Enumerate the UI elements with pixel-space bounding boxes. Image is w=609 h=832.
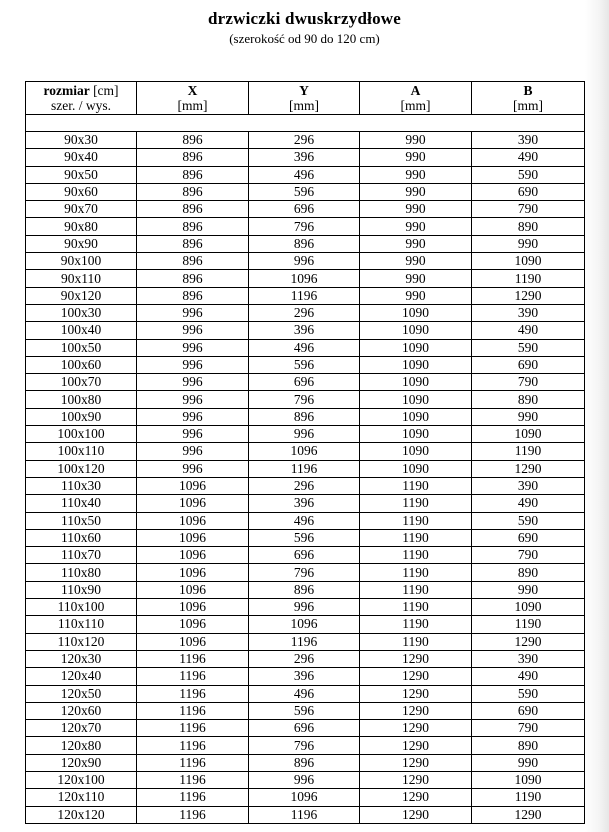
cell-size: 100x100 <box>26 426 137 443</box>
table-spacer-row <box>26 115 585 132</box>
cell-b: 690 <box>472 183 585 200</box>
cell-size: 90x90 <box>26 235 137 252</box>
table-body <box>26 115 585 824</box>
cell-b: 1090 <box>472 253 585 270</box>
cell-b: 390 <box>472 477 585 494</box>
cell-x: 1096 <box>137 477 249 494</box>
cell-y: 796 <box>249 391 360 408</box>
header-b-label: B <box>523 83 533 98</box>
cell-size: 100x50 <box>26 339 137 356</box>
cell-y: 896 <box>249 754 360 771</box>
cell-y: 296 <box>249 304 360 321</box>
cell-size: 90x30 <box>26 132 137 149</box>
cell-size: 110x30 <box>26 477 137 494</box>
cell-b: 790 <box>472 374 585 391</box>
cell-y: 596 <box>249 183 360 200</box>
cell-a: 1290 <box>360 771 472 788</box>
cell-y: 796 <box>249 737 360 754</box>
cell-y: 496 <box>249 166 360 183</box>
cell-size: 110x120 <box>26 633 137 650</box>
cell-b: 490 <box>472 322 585 339</box>
cell-a: 1290 <box>360 720 472 737</box>
cell-size: 90x40 <box>26 149 137 166</box>
table-row <box>26 201 585 218</box>
header-size-sublabel: szer. / wys. <box>51 98 111 113</box>
table-row <box>26 287 585 304</box>
cell-y: 596 <box>249 356 360 373</box>
cell-x: 1196 <box>137 754 249 771</box>
cell-a: 1090 <box>360 408 472 425</box>
table-row <box>26 132 585 149</box>
cell-a: 1190 <box>360 616 472 633</box>
table-row <box>26 529 585 546</box>
table-row <box>26 633 585 650</box>
cell-size: 120x40 <box>26 668 137 685</box>
cell-x: 1096 <box>137 564 249 581</box>
cell-x: 1196 <box>137 668 249 685</box>
cell-x: 1196 <box>137 685 249 702</box>
cell-x: 1096 <box>137 529 249 546</box>
cell-a: 1090 <box>360 374 472 391</box>
cell-b: 1290 <box>472 460 585 477</box>
cell-y: 396 <box>249 668 360 685</box>
cell-y: 896 <box>249 408 360 425</box>
header-size <box>26 82 137 115</box>
cell-b: 890 <box>472 737 585 754</box>
cell-x: 896 <box>137 287 249 304</box>
cell-size: 90x80 <box>26 218 137 235</box>
cell-y: 596 <box>249 529 360 546</box>
cell-x: 1096 <box>137 512 249 529</box>
cell-x: 996 <box>137 304 249 321</box>
cell-b: 990 <box>472 235 585 252</box>
spacer-cell <box>26 115 585 132</box>
cell-a: 990 <box>360 287 472 304</box>
cell-b: 590 <box>472 339 585 356</box>
cell-a: 1290 <box>360 737 472 754</box>
table-row <box>26 650 585 667</box>
page-title: drzwiczki dwuskrzydłowe <box>207 9 401 28</box>
header-a-unit: [mm] <box>400 98 431 113</box>
cell-b: 490 <box>472 495 585 512</box>
table-row <box>26 304 585 321</box>
cell-x: 896 <box>137 166 249 183</box>
cell-x: 1196 <box>137 737 249 754</box>
cell-y: 696 <box>249 201 360 218</box>
table-row <box>26 339 585 356</box>
cell-y: 796 <box>249 218 360 235</box>
table-row <box>26 183 585 200</box>
table-header-row <box>26 82 585 115</box>
cell-a: 1090 <box>360 339 472 356</box>
cell-b: 390 <box>472 132 585 149</box>
cell-b: 990 <box>472 408 585 425</box>
cell-x: 896 <box>137 149 249 166</box>
cell-y: 496 <box>249 685 360 702</box>
cell-size: 100x120 <box>26 460 137 477</box>
header-x-unit: [mm] <box>177 98 208 113</box>
dimensions-table <box>25 81 585 824</box>
cell-x: 1096 <box>137 599 249 616</box>
table-row <box>26 149 585 166</box>
header-y-unit: [mm] <box>289 98 319 113</box>
cell-y: 696 <box>249 720 360 737</box>
cell-y: 896 <box>249 235 360 252</box>
table-row <box>26 270 585 287</box>
table-row <box>26 477 585 494</box>
header-b-unit: [mm] <box>513 98 543 113</box>
table-row <box>26 702 585 719</box>
cell-size: 100x40 <box>26 322 137 339</box>
cell-b: 1190 <box>472 443 585 460</box>
cell-b: 1090 <box>472 771 585 788</box>
cell-a: 1190 <box>360 581 472 598</box>
table-row <box>26 235 585 252</box>
table-row <box>26 512 585 529</box>
header-a-label: A <box>410 83 421 98</box>
cell-a: 1190 <box>360 547 472 564</box>
cell-y: 396 <box>249 495 360 512</box>
cell-a: 1290 <box>360 806 472 823</box>
cell-a: 1290 <box>360 789 472 806</box>
cell-size: 90x50 <box>26 166 137 183</box>
cell-x: 996 <box>137 391 249 408</box>
cell-x: 896 <box>137 132 249 149</box>
cell-b: 890 <box>472 218 585 235</box>
page-subtitle: (szerokość od 90 do 120 cm) <box>229 31 380 46</box>
cell-x: 1196 <box>137 771 249 788</box>
cell-size: 100x70 <box>26 374 137 391</box>
cell-size: 110x80 <box>26 564 137 581</box>
cell-y: 1196 <box>249 287 360 304</box>
cell-x: 1096 <box>137 633 249 650</box>
cell-y: 1096 <box>249 616 360 633</box>
table-row <box>26 754 585 771</box>
table-row <box>26 495 585 512</box>
table-row <box>26 356 585 373</box>
table-row <box>26 771 585 788</box>
cell-b: 890 <box>472 391 585 408</box>
cell-a: 1090 <box>360 460 472 477</box>
cell-a: 990 <box>360 253 472 270</box>
cell-a: 1290 <box>360 702 472 719</box>
cell-x: 996 <box>137 322 249 339</box>
cell-b: 1090 <box>472 599 585 616</box>
cell-size: 110x60 <box>26 529 137 546</box>
cell-b: 1090 <box>472 426 585 443</box>
cell-a: 990 <box>360 183 472 200</box>
cell-a: 990 <box>360 201 472 218</box>
cell-a: 1290 <box>360 685 472 702</box>
cell-x: 896 <box>137 235 249 252</box>
table-row <box>26 806 585 823</box>
cell-size: 100x30 <box>26 304 137 321</box>
cell-b: 690 <box>472 356 585 373</box>
cell-a: 1190 <box>360 495 472 512</box>
cell-x: 896 <box>137 218 249 235</box>
table-row <box>26 408 585 425</box>
cell-size: 110x40 <box>26 495 137 512</box>
table-row <box>26 322 585 339</box>
cell-x: 1196 <box>137 789 249 806</box>
cell-a: 1190 <box>360 529 472 546</box>
table-row <box>26 616 585 633</box>
cell-b: 390 <box>472 304 585 321</box>
cell-b: 490 <box>472 668 585 685</box>
cell-size: 120x120 <box>26 806 137 823</box>
cell-size: 110x110 <box>26 616 137 633</box>
table-row <box>26 720 585 737</box>
header-x <box>137 82 249 115</box>
cell-a: 1090 <box>360 356 472 373</box>
cell-size: 90x100 <box>26 253 137 270</box>
cell-a: 1190 <box>360 477 472 494</box>
cell-size: 100x90 <box>26 408 137 425</box>
table-row <box>26 218 585 235</box>
cell-a: 1090 <box>360 391 472 408</box>
cell-size: 120x30 <box>26 650 137 667</box>
cell-b: 1290 <box>472 633 585 650</box>
cell-size: 90x70 <box>26 201 137 218</box>
cell-x: 896 <box>137 183 249 200</box>
cell-b: 590 <box>472 512 585 529</box>
cell-y: 996 <box>249 426 360 443</box>
cell-b: 990 <box>472 581 585 598</box>
cell-b: 690 <box>472 529 585 546</box>
cell-y: 296 <box>249 477 360 494</box>
cell-x: 996 <box>137 408 249 425</box>
cell-x: 1196 <box>137 650 249 667</box>
cell-y: 996 <box>249 599 360 616</box>
cell-size: 120x100 <box>26 771 137 788</box>
cell-b: 1290 <box>472 287 585 304</box>
cell-a: 990 <box>360 149 472 166</box>
cell-size: 90x120 <box>26 287 137 304</box>
cell-b: 1190 <box>472 270 585 287</box>
header-size-label: rozmiar <box>43 83 90 98</box>
cell-size: 120x110 <box>26 789 137 806</box>
cell-y: 1096 <box>249 789 360 806</box>
table-row <box>26 547 585 564</box>
cell-y: 396 <box>249 149 360 166</box>
cell-a: 1090 <box>360 304 472 321</box>
cell-y: 1196 <box>249 460 360 477</box>
cell-y: 296 <box>249 132 360 149</box>
cell-x: 996 <box>137 356 249 373</box>
cell-a: 1090 <box>360 426 472 443</box>
cell-size: 120x50 <box>26 685 137 702</box>
cell-a: 1190 <box>360 599 472 616</box>
cell-a: 1090 <box>360 322 472 339</box>
table-row <box>26 789 585 806</box>
cell-size: 100x80 <box>26 391 137 408</box>
cell-b: 790 <box>472 201 585 218</box>
cell-y: 996 <box>249 253 360 270</box>
cell-b: 790 <box>472 720 585 737</box>
cell-x: 996 <box>137 460 249 477</box>
cell-a: 990 <box>360 132 472 149</box>
table-row <box>26 443 585 460</box>
cell-a: 1290 <box>360 668 472 685</box>
cell-x: 1196 <box>137 806 249 823</box>
table-row <box>26 668 585 685</box>
cell-b: 490 <box>472 149 585 166</box>
cell-size: 110x50 <box>26 512 137 529</box>
header-x-label: X <box>187 83 198 98</box>
table-row <box>26 737 585 754</box>
header-size-unit: [cm] <box>89 83 119 98</box>
cell-x: 1096 <box>137 495 249 512</box>
cell-b: 690 <box>472 702 585 719</box>
page-edge-shadow <box>585 0 609 832</box>
table-row <box>26 460 585 477</box>
cell-y: 1096 <box>249 270 360 287</box>
cell-a: 1190 <box>360 564 472 581</box>
cell-size: 100x110 <box>26 443 137 460</box>
table-row <box>26 166 585 183</box>
cell-y: 696 <box>249 547 360 564</box>
cell-size: 110x90 <box>26 581 137 598</box>
cell-y: 296 <box>249 650 360 667</box>
cell-x: 896 <box>137 201 249 218</box>
cell-b: 1290 <box>472 806 585 823</box>
cell-b: 990 <box>472 754 585 771</box>
cell-y: 396 <box>249 322 360 339</box>
cell-y: 696 <box>249 374 360 391</box>
table-row <box>26 599 585 616</box>
cell-b: 590 <box>472 166 585 183</box>
cell-size: 100x60 <box>26 356 137 373</box>
cell-size: 120x70 <box>26 720 137 737</box>
table-row <box>26 581 585 598</box>
cell-b: 1190 <box>472 789 585 806</box>
cell-y: 496 <box>249 512 360 529</box>
cell-a: 1290 <box>360 754 472 771</box>
cell-b: 390 <box>472 650 585 667</box>
cell-x: 996 <box>137 339 249 356</box>
cell-b: 590 <box>472 685 585 702</box>
cell-x: 996 <box>137 426 249 443</box>
cell-x: 1196 <box>137 720 249 737</box>
cell-x: 896 <box>137 270 249 287</box>
table-row <box>26 374 585 391</box>
cell-y: 496 <box>249 339 360 356</box>
cell-size: 120x80 <box>26 737 137 754</box>
cell-y: 1196 <box>249 633 360 650</box>
cell-size: 120x60 <box>26 702 137 719</box>
header-y-label: Y <box>299 83 309 98</box>
cell-size: 110x100 <box>26 599 137 616</box>
cell-a: 1090 <box>360 443 472 460</box>
header-y <box>249 82 360 115</box>
cell-x: 996 <box>137 374 249 391</box>
cell-a: 1190 <box>360 633 472 650</box>
cell-y: 796 <box>249 564 360 581</box>
cell-x: 896 <box>137 253 249 270</box>
header-a <box>360 82 472 115</box>
cell-x: 1196 <box>137 702 249 719</box>
table-row <box>26 391 585 408</box>
cell-a: 1290 <box>360 650 472 667</box>
header-b <box>472 82 585 115</box>
cell-a: 990 <box>360 166 472 183</box>
cell-a: 1190 <box>360 512 472 529</box>
cell-x: 1096 <box>137 616 249 633</box>
cell-a: 990 <box>360 235 472 252</box>
cell-size: 90x110 <box>26 270 137 287</box>
cell-y: 1096 <box>249 443 360 460</box>
table-row <box>26 564 585 581</box>
cell-y: 996 <box>249 771 360 788</box>
cell-x: 996 <box>137 443 249 460</box>
cell-size: 120x90 <box>26 754 137 771</box>
cell-a: 990 <box>360 218 472 235</box>
cell-size: 110x70 <box>26 547 137 564</box>
cell-x: 1096 <box>137 581 249 598</box>
cell-b: 890 <box>472 564 585 581</box>
cell-y: 596 <box>249 702 360 719</box>
table-row <box>26 426 585 443</box>
table-row <box>26 685 585 702</box>
cell-b: 1190 <box>472 616 585 633</box>
cell-x: 1096 <box>137 547 249 564</box>
cell-b: 790 <box>472 547 585 564</box>
cell-size: 90x60 <box>26 183 137 200</box>
cell-a: 990 <box>360 270 472 287</box>
cell-y: 1196 <box>249 806 360 823</box>
cell-y: 896 <box>249 581 360 598</box>
table-row <box>26 253 585 270</box>
